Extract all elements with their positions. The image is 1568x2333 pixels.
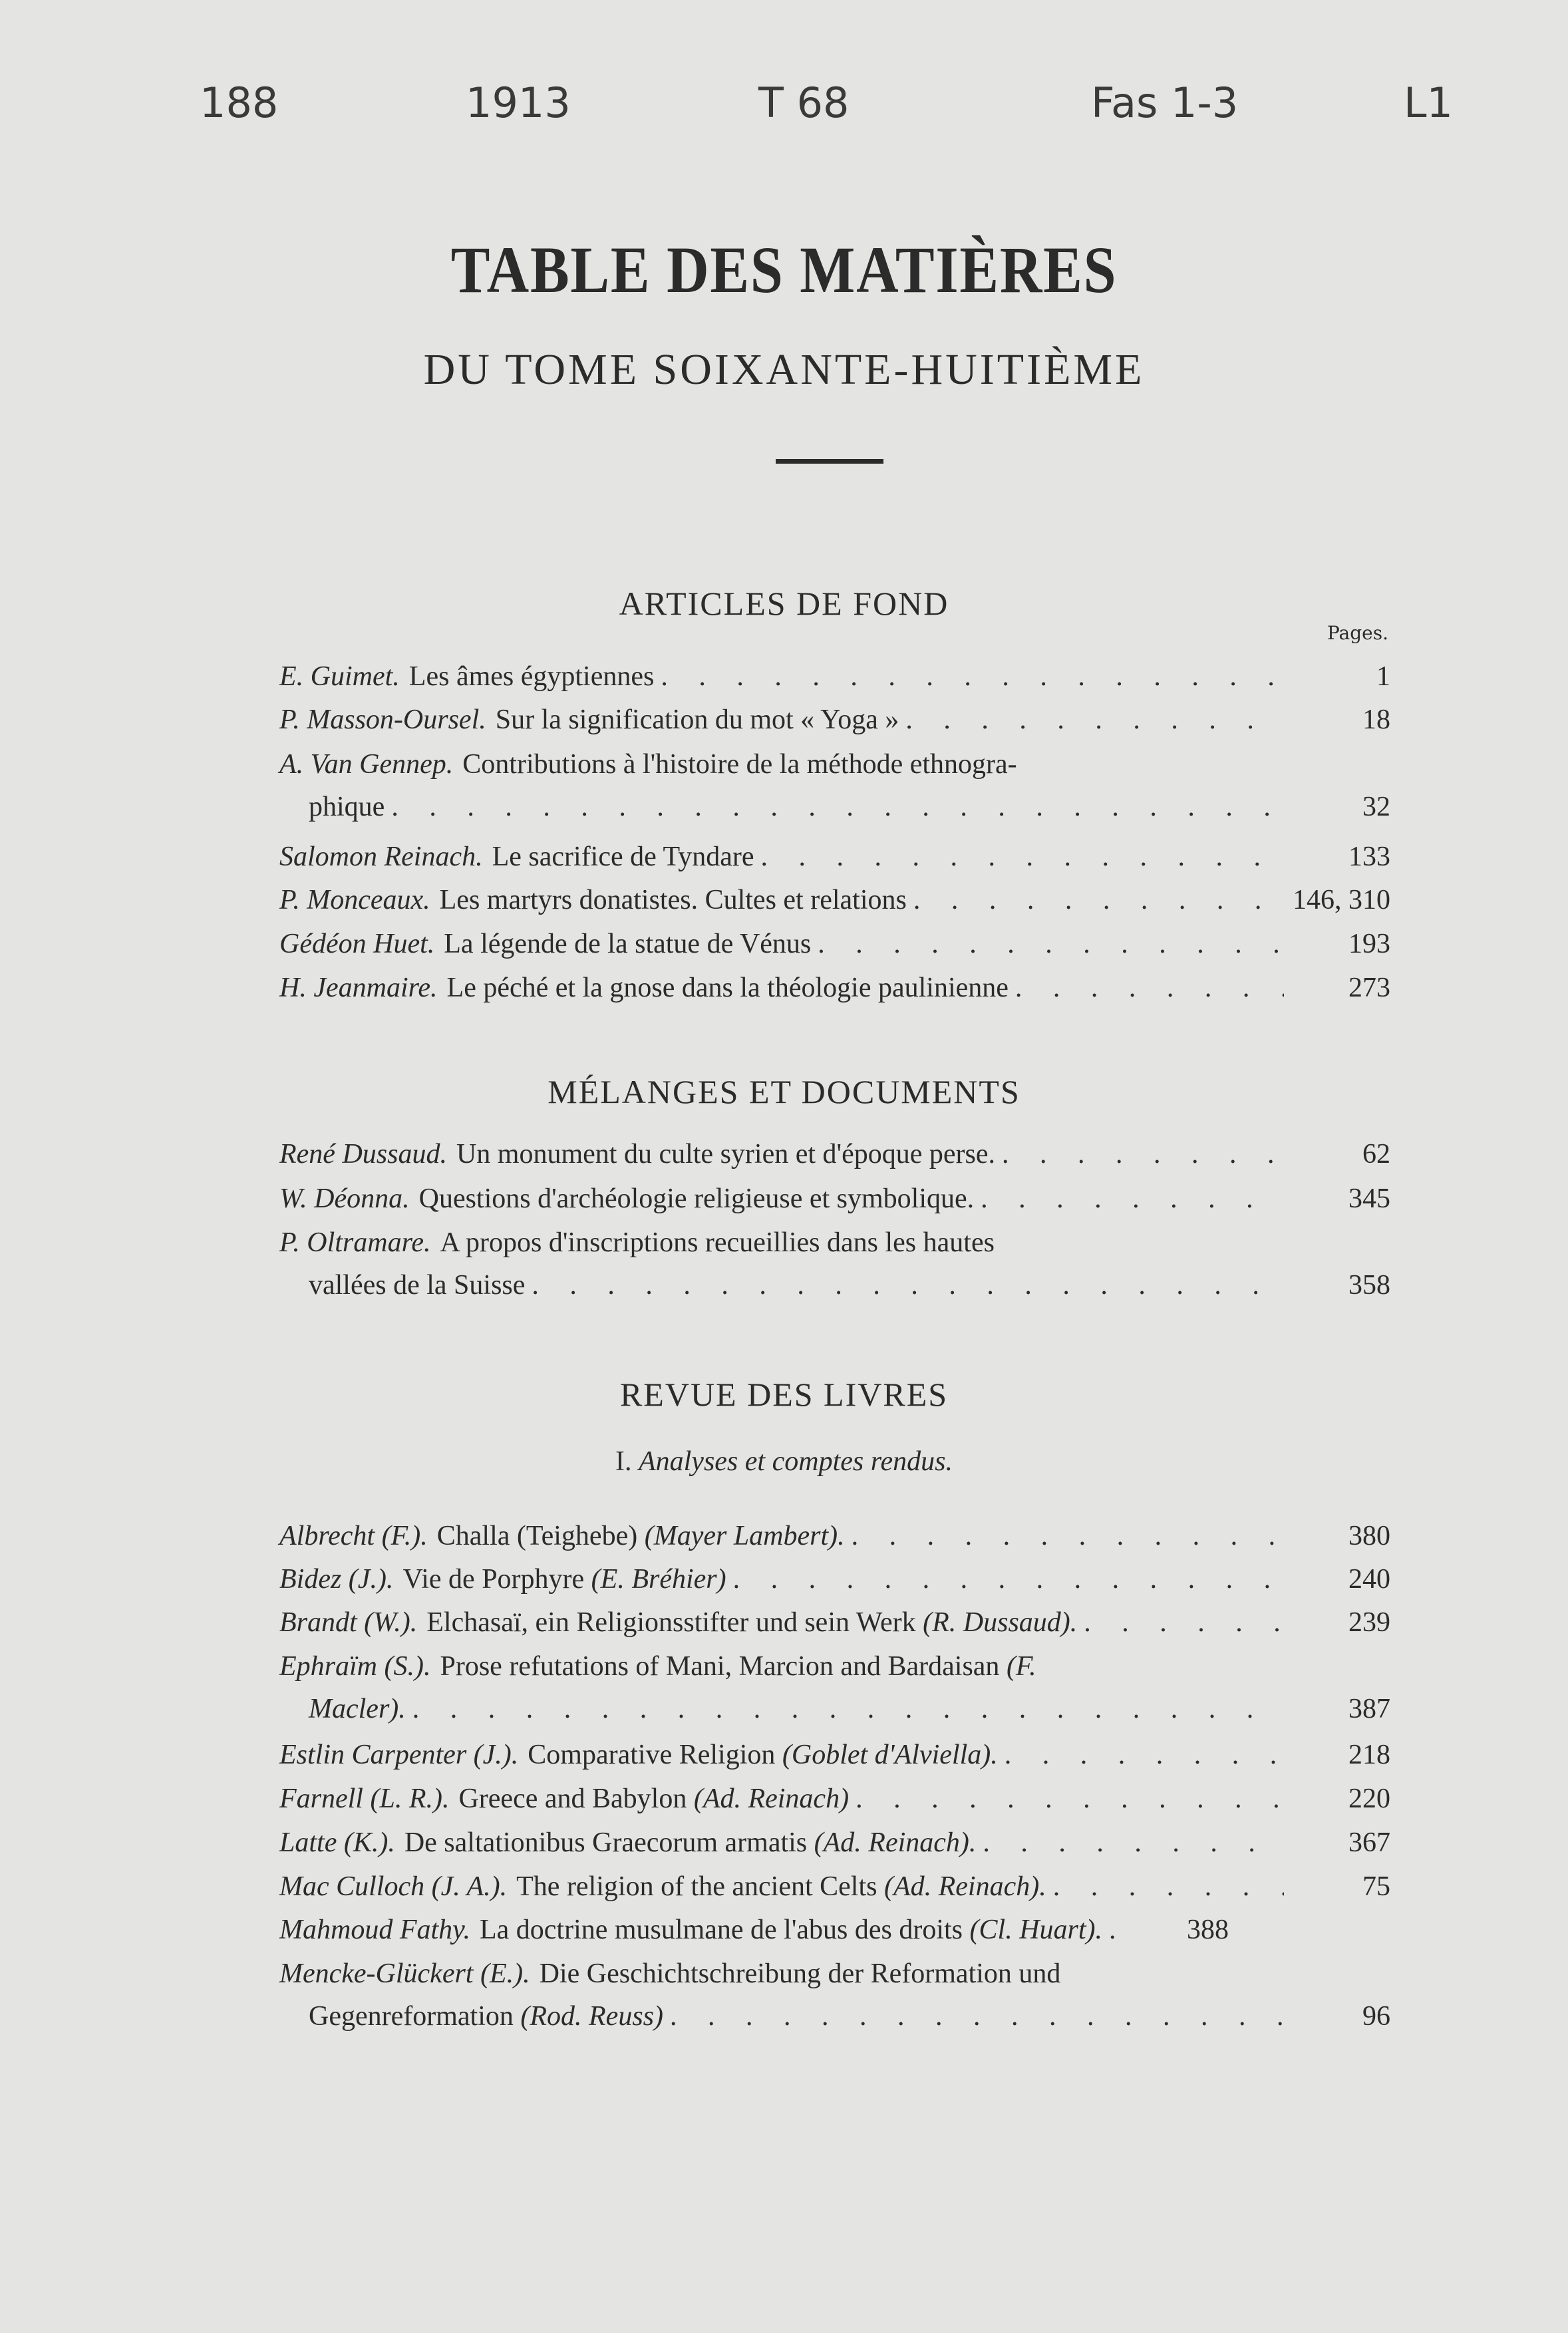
toc-entry [279, 1177, 1390, 1220]
toc-entry [279, 1133, 1390, 1175]
entry-title: Contributions à l'histoire de la méthode ethnogra- [462, 749, 1017, 780]
entry-title: Les âmes égyptiennes [408, 661, 655, 692]
entry-title: Greece and Babylon [458, 1784, 687, 1814]
entry-author: A. Van Gennep. [279, 749, 454, 780]
entry-title: A propos d'inscriptions recueillies dans les hautes [440, 1227, 995, 1258]
toc-entry [279, 1558, 1390, 1601]
entry-page: 133 [1348, 842, 1390, 872]
entry-page: 345 [1348, 1183, 1390, 1214]
entry-reviewer: (Cl. Huart). [969, 1915, 1103, 1945]
entry-author: E. Guimet. [279, 661, 400, 692]
entry-title: Prose refutations of Mani, Marcion and Bardaisan [440, 1651, 1000, 1682]
entry-author: Ephraïm (S.). [279, 1651, 431, 1682]
entry-author: H. Jeanmaire. [279, 973, 438, 1003]
entry-page: 18 [1362, 704, 1390, 735]
entry-title: Die Geschichtschreibung der Reformation und [539, 1958, 1061, 1989]
toc-entry [279, 967, 1390, 1009]
entry-author: Mac Culloch (J. A.). [279, 1871, 508, 1902]
handwritten-mark: 1913 [466, 78, 571, 127]
handwritten-mark: 188 [200, 78, 279, 127]
entry-page: 367 [1348, 1827, 1390, 1858]
entry-author: Estlin Carpenter (J.). [279, 1740, 519, 1770]
entry-author: Farnell (L. R.). [279, 1784, 450, 1814]
entry-page: 240 [1348, 1564, 1390, 1595]
page-title: TABLE DES MATIÈRES [450, 233, 1118, 307]
toc-entry [279, 879, 1390, 921]
toc-entry [279, 1515, 1390, 1557]
toc-entry [279, 1865, 1390, 1908]
entry-author: P. Oltramare. [279, 1227, 431, 1258]
entry-title: La doctrine musulmane de l'abus des droits [479, 1915, 963, 1945]
entry-author: W. Déonna. [279, 1183, 410, 1214]
entry-title: De saltationibus Graecorum armatis [404, 1827, 808, 1858]
entry-reviewer: (Mayer Lambert). [644, 1521, 845, 1551]
entry-title: Le sacrifice de Tyndare [492, 842, 754, 872]
entry-reviewer: (Ad. Reinach). [814, 1827, 977, 1858]
title-divider [776, 459, 883, 464]
entry-title: Sur la signification du mot « Yoga » [495, 704, 899, 735]
entry-page: 32 [1362, 792, 1390, 822]
entry-title: Comparative Religion [528, 1740, 776, 1770]
toc-entry [279, 1909, 1390, 1951]
entry-page: 75 [1362, 1871, 1390, 1902]
entry-title: La légende de la statue de Vénus [444, 929, 812, 959]
entry-reviewer: (E. Bréhier) [591, 1564, 726, 1595]
entry-title: Le péché et la gnose dans la théologie paulinienne [446, 973, 1009, 1003]
entry-author: Albrecht (F.). [279, 1521, 428, 1551]
subsection-heading [0, 1446, 1568, 1478]
entry-author: P. Monceaux. [279, 885, 430, 915]
toc-entry [279, 1821, 1390, 1864]
pages-column-label: Pages. [1327, 622, 1388, 644]
section-heading-articles: ARTICLES DE FOND [619, 585, 949, 622]
entry-author: Gédéon Huet. [279, 929, 435, 959]
toc-entry [279, 1778, 1390, 1820]
entry-page: 273 [1348, 973, 1390, 1003]
entry-page: 62 [1362, 1139, 1390, 1169]
toc-entry [279, 1952, 1390, 2038]
section-heading-revue: REVUE DES LIVRES [619, 1376, 949, 1413]
entry-page: 220 [1348, 1784, 1390, 1814]
handwritten-mark: L1 [1404, 78, 1453, 127]
entry-title-continued: Gegenreformation [309, 2001, 514, 2032]
entry-title: Vie de Porphyre [402, 1564, 585, 1595]
entry-page: 388 [1187, 1915, 1229, 1945]
toc-entry [279, 699, 1390, 741]
entry-title: Elchasaï, ein Religionsstifter und sein Werk [426, 1607, 916, 1638]
toc-entry [279, 923, 1390, 965]
entry-author: Latte (K.). [279, 1827, 395, 1858]
entry-author: Bidez (J.). [279, 1564, 394, 1595]
toc-entry [279, 1221, 1390, 1307]
entry-reviewer: (R. Dussaud). [923, 1607, 1078, 1638]
entry-author: Brandt (W.). [279, 1607, 418, 1638]
entry-page: 358 [1348, 1270, 1390, 1301]
entry-reviewer: (Rod. Reuss) [520, 2001, 663, 2032]
entry-author: René Dussaud. [279, 1139, 447, 1169]
entry-author: P. Masson-Oursel. [279, 704, 486, 735]
entry-title: Un monument du culte syrien et d'époque perse. [456, 1139, 995, 1169]
entry-title-continued: phique [309, 792, 385, 822]
toc-entry [279, 1601, 1390, 1644]
page-subtitle: DU TOME SOIXANTE-HUITIÈME [423, 345, 1145, 394]
toc-entry [279, 1645, 1390, 1730]
section-heading-melanges: MÉLANGES ET DOCUMENTS [548, 1073, 1020, 1110]
entry-reviewer: (Goblet d'Alviella). [782, 1740, 998, 1770]
toc-entry [279, 743, 1390, 828]
subsection-title: Analyses et comptes rendus. [638, 1446, 953, 1477]
entry-page: 193 [1348, 929, 1390, 959]
handwritten-mark: Fas 1-3 [1091, 78, 1239, 127]
entry-title: Les martyrs donatistes. Cultes et relations [439, 885, 907, 915]
entry-page: 387 [1348, 1694, 1390, 1724]
entry-page: 96 [1362, 2001, 1390, 2032]
entry-page: 146, 310 [1293, 885, 1390, 915]
subsection-number: I. [615, 1446, 632, 1477]
entry-title: Challa (Teighebe) [436, 1521, 638, 1551]
toc-entry [279, 655, 1390, 698]
entry-reviewer: (F. [1006, 1651, 1036, 1682]
entry-page: 380 [1348, 1521, 1390, 1551]
entry-page: 218 [1348, 1740, 1390, 1770]
toc-entry [279, 836, 1390, 878]
handwritten-mark: T 68 [758, 78, 850, 127]
toc-entry [279, 1734, 1390, 1776]
entry-title: The religion of the ancient Celts [516, 1871, 877, 1902]
entry-page: 239 [1348, 1607, 1390, 1638]
entry-reviewer-continued: Macler). [309, 1694, 406, 1724]
entry-author: Mahmoud Fathy. [279, 1915, 470, 1945]
entry-author: Salomon Reinach. [279, 842, 483, 872]
entry-page: 1 [1376, 661, 1390, 692]
entry-reviewer: (Ad. Reinach) [693, 1784, 850, 1814]
entry-reviewer: (Ad. Reinach). [883, 1871, 1046, 1902]
entry-title-continued: vallées de la Suisse [309, 1270, 526, 1301]
entry-author: Mencke-Glückert (E.). [279, 1958, 530, 1989]
entry-title: Questions d'archéologie religieuse et symbolique. [418, 1183, 975, 1214]
